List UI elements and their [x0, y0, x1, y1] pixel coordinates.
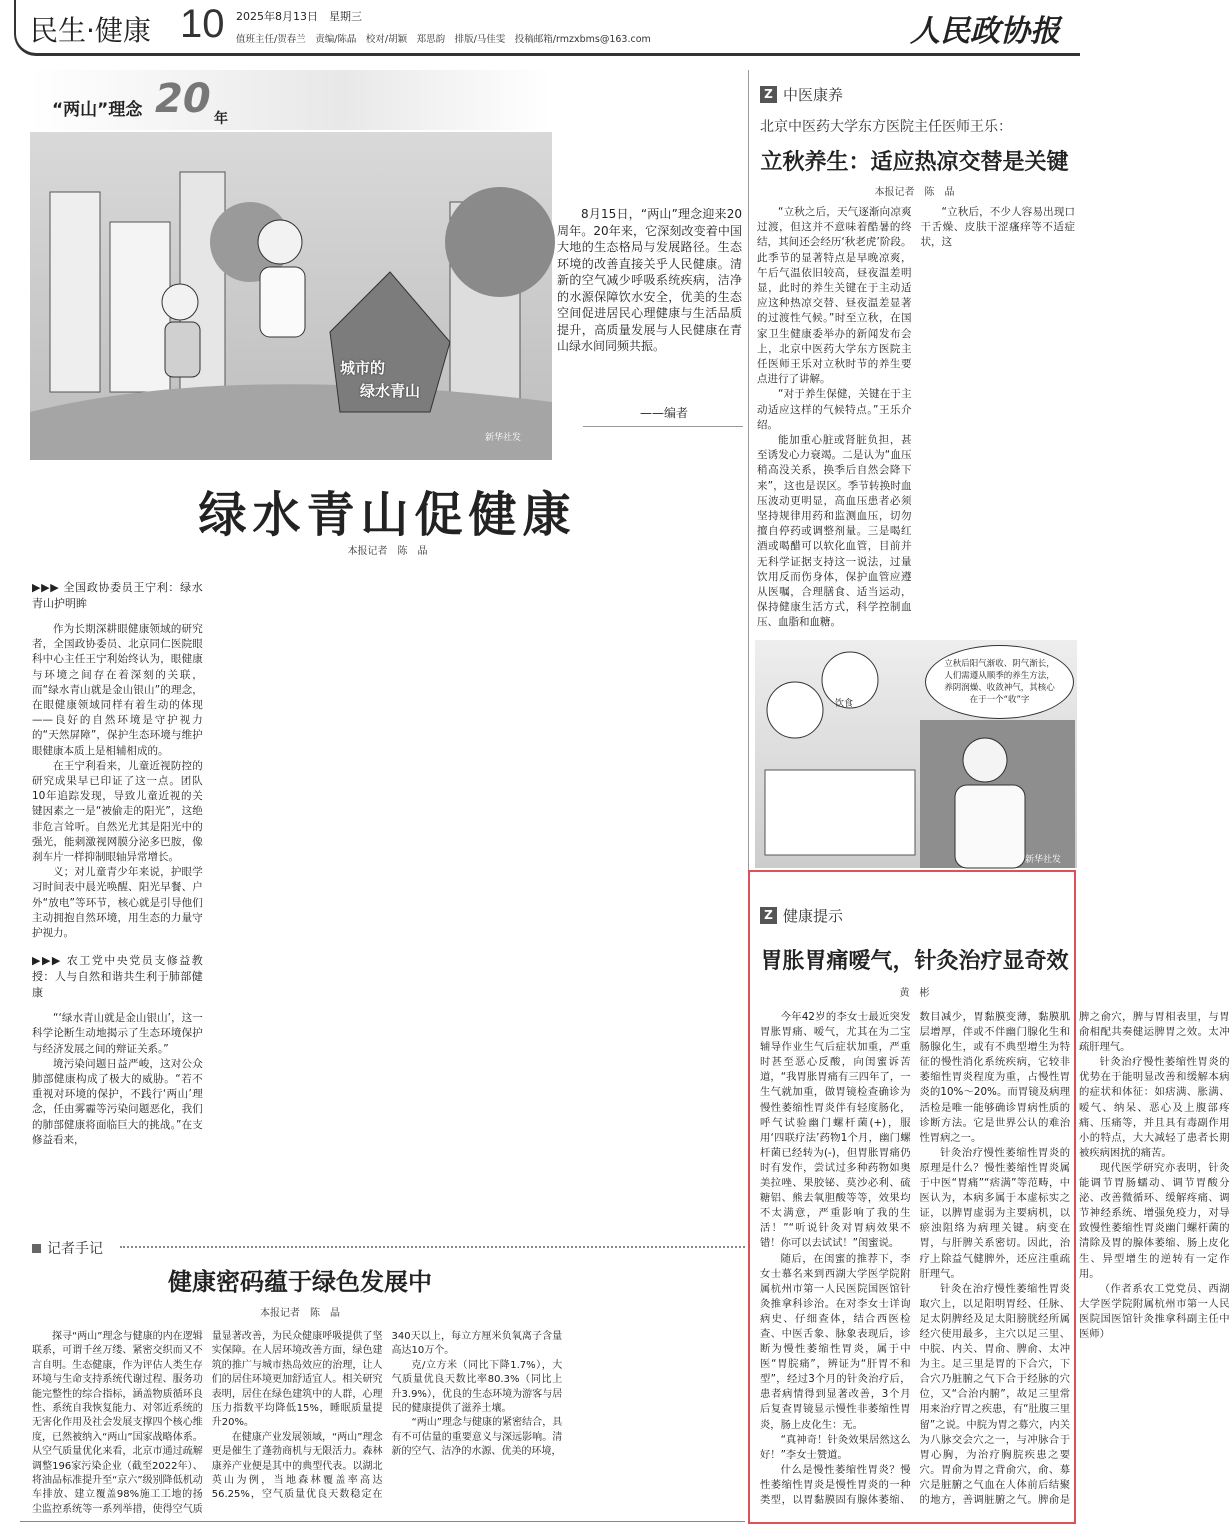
paragraph: 针灸治疗慢性萎缩性胃炎的原理是什么？慢性萎缩性胃炎属于中医“胃痛”“痞满”等范畴，中医认为，本病多属于本虚标实之证，以脾胃虚弱为主要病机，以瘀浊阻络为病理关键。病变在胃，与肝脾关系密切。因此，治疗上除益气健脾外，还应注重疏肝理气。 — [919, 1146, 1070, 1280]
illustration-credit: 新华社发 — [1025, 855, 1062, 865]
notes-body — [32, 1330, 742, 1518]
intro-divider — [583, 426, 743, 427]
health-tip-byline: 黄 彬 — [899, 988, 930, 999]
section-tag-health-tip — [760, 905, 843, 926]
main-byline: 本报记者 陈 晶 — [347, 546, 428, 557]
section-tag-reporter-notes — [32, 1238, 103, 1258]
paragraph: 针灸在治疗慢性萎缩性胃炎取穴上，以足阳明胃经、任脉、足太阴脾经及足太阳膀胱经所属经穴使用最多，主穴以足三里、中脘、内关、胃俞、脾俞、太冲为主。足三里是胃的下合穴，下合穴乃脏腑之气下合于经脉的穴位，又“合治内腑”，故足三里常用来治疗胃之疾患，有“肚腹三里留”之说。中脘为胃之募穴，内关为八脉交会穴之一，与冲脉合于胃心胸，为治疗胸脘疾患之要穴。胃俞为胃之背俞穴，俞、募穴是脏腑之气血在人体前后结聚的地方，善调脏腑之气。脾俞是脾之俞穴，脾与胃相表里，与胃俞相配共奏健运脾胃之效。太冲疏肝理气。 — [919, 1011, 1230, 1506]
main-headline: 绿水青山促健康 — [198, 487, 577, 543]
illustration-credit: 新华社发 — [485, 433, 522, 443]
paragraph: （作者系农工党党员、西湖大学医学院附属杭州市第一人民医院国医馆针灸推拿科副主任中医师） — [1079, 1282, 1230, 1340]
health-tip-headline: 胃胀胃痛嗳气，针灸治疗显奇效 — [760, 948, 1069, 974]
subheading: ▶▶▶ 全国政协委员王宁利：绿水青山护明眸 — [32, 581, 203, 610]
paragraph: “‘绿水青山就是金山银山’，这一科学论断生动地揭示了生态环境保护与经济发展之间的辩证关系。” — [32, 1012, 203, 1055]
paragraph: 今年42岁的李女士最近突发胃胀胃痛、嗳气，尤其在为二宝辅导作业生气后症状加重，严重时甚至恶心反酸，向闺蜜诉苦道，“我胃胀胃痛有三四年了，一生气就加重，做胃镜检查确诊为慢性萎缩性胃炎伴有轻度肠化，呼气试验幽门螺杆菌(+)，服用‘四联疗法’药物1个月，幽门螺杆菌已经转为(-)，但胃胀胃痛仍时有发作，尝试过多种药物如奥美拉唑、果胶铋、莫沙必利、硫糖铝、熊去氧胆酸等等，效果均不太满意，严重影响了我的生活！”“听说针灸对胃病效果不错！你可以去试试！”闺蜜说。 — [760, 1011, 911, 1250]
issue-date: 2025年8月13日 星期三 — [236, 10, 362, 23]
dotted-divider — [120, 1246, 745, 1248]
paragraph: 在健康产业发展领域，“两山”理念更是催生了蓬勃商机与无限活力。森林康养产业便是其中的典型代表。以湖北英山为例，当地森林覆盖率高达56.25%，空气质量优良天数稳定在340天以上，每立方厘米负氧离子含量高达10万个。 — [211, 1331, 563, 1501]
health-tip-body — [760, 1010, 1230, 1518]
banner-anniversary-number: 20 — [155, 76, 211, 122]
city-green-illustration — [30, 132, 552, 460]
notes-headline: 健康密码蕴于绿色发展中 — [168, 1267, 432, 1296]
section-tag-label: 记者手记 — [47, 1241, 103, 1257]
section-tag-tcm — [760, 84, 843, 105]
editor-sign: ——编者 — [640, 406, 689, 420]
illustration-graphic — [30, 132, 552, 460]
z-badge-icon: Z — [760, 907, 777, 924]
paragraph: “两山”理念与健康的紧密结合，具有不可估量的重要意义与深远影响。清新的空气、洁净的水源、优美的环境， — [391, 1417, 563, 1458]
paragraph: 克/立方米（同比下降1.7%），大气质量优良天数比率80.3%（同比上升3.9%），优良的生态环境为游客与居民的健康提供了滋养土壤。 — [391, 1359, 563, 1415]
paragraph: 义；对儿童青少年来说，护眼学习时间表中晨光唤醒、阳光早餐、户外“放电”等环节，核心就是引导他们主动拥抱自然环境，用生态的力量守护视力。 — [32, 866, 203, 940]
paragraph: 作为长期深耕眼健康领域的研究者，全国政协委员、北京同仁医院眼科中心主任王宁利始终认为，眼健康与环境之间存在着深刻的关联，而“绿水青山就是金山银山”的理念，在眼健康领域同样有着生动的体现——良好的自然环境是守护视力的“天然屏障”，保护生态环境与维护眼健康本质上是相辅相成的。 — [32, 623, 203, 757]
tcm-byline: 本报记者 陈 晶 — [874, 187, 955, 198]
paragraph: 在王宁利看来，儿童近视防控的研究成果早已印证了这一点。团队10年追踪发现，导致儿童近视的关键因素之一是“被偷走的阳光”，这绝非危言耸听。自然光尤其是阳光中的强光，能刺激视网膜分泌多巴胺，像刹车片一样抑制眼轴异常增长。 — [32, 759, 203, 864]
z-badge-icon: Z — [760, 86, 777, 103]
subheading: ▶▶▶ 农工党中央党员支修益教授：人与自然和谐共生利于肺部健康 — [32, 954, 203, 1000]
paragraph: 能加重心脏或肾脏负担，甚至诱发心力衰竭。二是认为“血压稍高没关系，换季后自然会降下来”，这也是误区。季节转换时血压波动更明显，高血压患者必须坚持规律用药和监测血压，切勿擅自停药或调整剂量。三是喝红酒或喝醋可以软化血管，目前并无科学证据支持这一说法，过量饮用反而伤身体，保护血管应遵从医嘱，合理膳食、适当运动，保持健康生活方式，科学控制血压、血脂和血糖。 — [757, 434, 912, 629]
square-bullet-icon — [32, 1244, 41, 1253]
main-article-body — [32, 580, 742, 1220]
illustration-label: 饮食 — [835, 699, 854, 709]
speech-bubble: 立秋后阳气渐收、阴气渐长，人们需遵从顺季的养生方法，养阴润燥、收敛神气，其核心在于一个“收”字 — [925, 645, 1074, 719]
paragraph: 针灸治疗慢性萎缩性胃炎的优势在于能明显改善和缓解本病的症状和体征：如痞满、胀满、嗳气、纳呆、恶心及上腹部疼痛、压痛等，并且具有毒副作用小的特点，大大减轻了患者长期被疾病困扰的痛苦。 — [1079, 1056, 1230, 1159]
banner-title: “两山”理念 — [52, 100, 143, 120]
paragraph: “对于养生保健，关键在于主动适应这样的气候特点。”王乐介绍。 — [757, 388, 912, 431]
paragraph: 探寻“两山”理念与健康的内在逻辑联系，可谓千丝万缕、紧密交织而又不言自明。生态健康，作为评估人类生存环境与生命支持系统代谢过程、服务功能完整性的综合指标，涵盖物质循环良性、系统自我恢复能力、对邻近系统的无害化作用及社会发展支撑四个核心维度，已然被纳入“两山”国家战略体系。从空气质量优化来看，北京市通过疏解调整196家污染企业（截至2022年）、将油品标准提升至“京六”级别降低机动车排放、建立覆盖98%施工工地的扬尘监控系统等一系列举措，使得空气质量显著改善，为民众健康呼吸提供了坚实保障。在人居环境改善方面，绿色建筑的推广与城市热岛效应的治理，让人们的居住环境更加舒适宜人。相关研究表明，居住在绿色建筑中的人群，心理压力指数平均降低15%，睡眠质量提升20%。 — [32, 1331, 383, 1515]
paragraph: “立秋后，不少人容易出现口干舌燥、皮肤干涩瘙痒等不适症状，这 — [920, 206, 1075, 249]
paragraph: “立秋之后，天气逐渐向凉爽过渡，但这并不意味着酷暑的终结，其间还会经历‘秋老虎’阶段。此季节的显著特点是早晚凉爽，午后气温依旧较高，昼夜温差明显，此时的养生关键在于主动适应这种热凉交替、昼夜温差显著的过渡性气候。”时至立秋，在国家卫生健康委举办的新闻发布会上，北京中医药大学东方医院主任医师王乐对立秋时节的养生要点进行了讲解。 — [757, 206, 912, 386]
staff-credits: 值班主任/贺春兰 责编/陈晶 校对/胡颖 郑思韵 排版/马佳雯 投稿邮箱/rmzxbms@163.com — [236, 34, 651, 45]
newspaper-logo: 人民政协报 — [910, 14, 1060, 49]
tcm-article-body — [757, 205, 1075, 635]
banner-year: 年 — [214, 111, 228, 127]
illustration-caption-line2: 绿水青山 — [360, 382, 421, 400]
illustration-caption-line1: 城市的 — [340, 359, 386, 377]
paragraph: 境污染问题日益严峻，这对公众肺部健康构成了极大的威胁。“若不重视对环境的保护，不践行‘两山’理念，任由雾霾等污染问题恶化，我们的肺部健康将面临巨大的挑战。”在支修益看来， — [32, 1057, 203, 1146]
tcm-kicker: 北京中医药大学东方医院主任医师王乐： — [760, 119, 1012, 135]
paragraph: 随后，在闺蜜的推荐下，李女士慕名来到西湖大学医学院附属杭州市第一人民医院国医馆针灸推拿科诊治。在对李女士详询病史、仔细查体，结合西医检查、中医舌象、脉象表现后，诊断为慢性萎缩性胃炎，属于中医“胃脘痛”，辨证为“肝胃不和型”，经过3个月的针灸治疗后，患者病情得到显著改善，3个月后复查胃镜显示慢性非萎缩性胃炎，肠上皮化生：无。 — [760, 1252, 911, 1431]
paragraph: “真神奇！针灸效果居然这么好！”李女士赞道。 — [760, 1433, 911, 1461]
editor-intro: 8月15日，“两山”理念迎来20周年。20年来，它深刻改变着中国大地的生态格局与发展路径。生态环境的改善直接关乎人民健康。清新的空气减少呼吸系统疾病，洁净的水源保障饮水安全，优美的生态空间促进居民心理健康与生活品质提升，高质量发展与人民健康在青山绿水间同频共振。 — [557, 207, 742, 353]
autumn-health-illustration — [755, 640, 1077, 868]
page-bottom-rule — [20, 1521, 745, 1522]
section-tag-label: 健康提示 — [783, 907, 844, 925]
section-tag-label: 中医康养 — [783, 86, 844, 104]
tcm-headline: 立秋养生：适应热凉交替是关键 — [760, 149, 1069, 175]
page-number: 10 — [180, 2, 225, 46]
section-title: 民生·健康 — [30, 14, 151, 47]
paragraph: 现代医学研究亦表明，针灸能调节胃肠蠕动、调节胃酸分泌、改善微循环、缓解疼痛、调节神经系统、增强免疫力，对导致慢性萎缩性胃炎幽门螺杆菌的清除及胃的腺体萎缩、肠上皮化生、异型增生的逆转有一定作用。 — [1079, 1161, 1230, 1280]
paragraph: 什么是慢性萎缩性胃炎？慢性萎缩性胃炎是慢性胃炎的一种类型，以胃黏膜固有腺体萎缩、数目减少，胃黏膜变薄，黏膜肌层增厚，伴或不伴幽门腺化生和肠腺化生，或有不典型增生为特征的慢性消化系统疾病，它较非萎缩性胃炎程度为重，占慢性胃炎的10%～20%。而胃镜及病理活检是唯一能够确诊胃病性质的诊断方法。它是世界公认的难治性胃病之一。 — [760, 1011, 1070, 1506]
notes-byline: 本报记者 陈 晶 — [260, 1308, 340, 1319]
